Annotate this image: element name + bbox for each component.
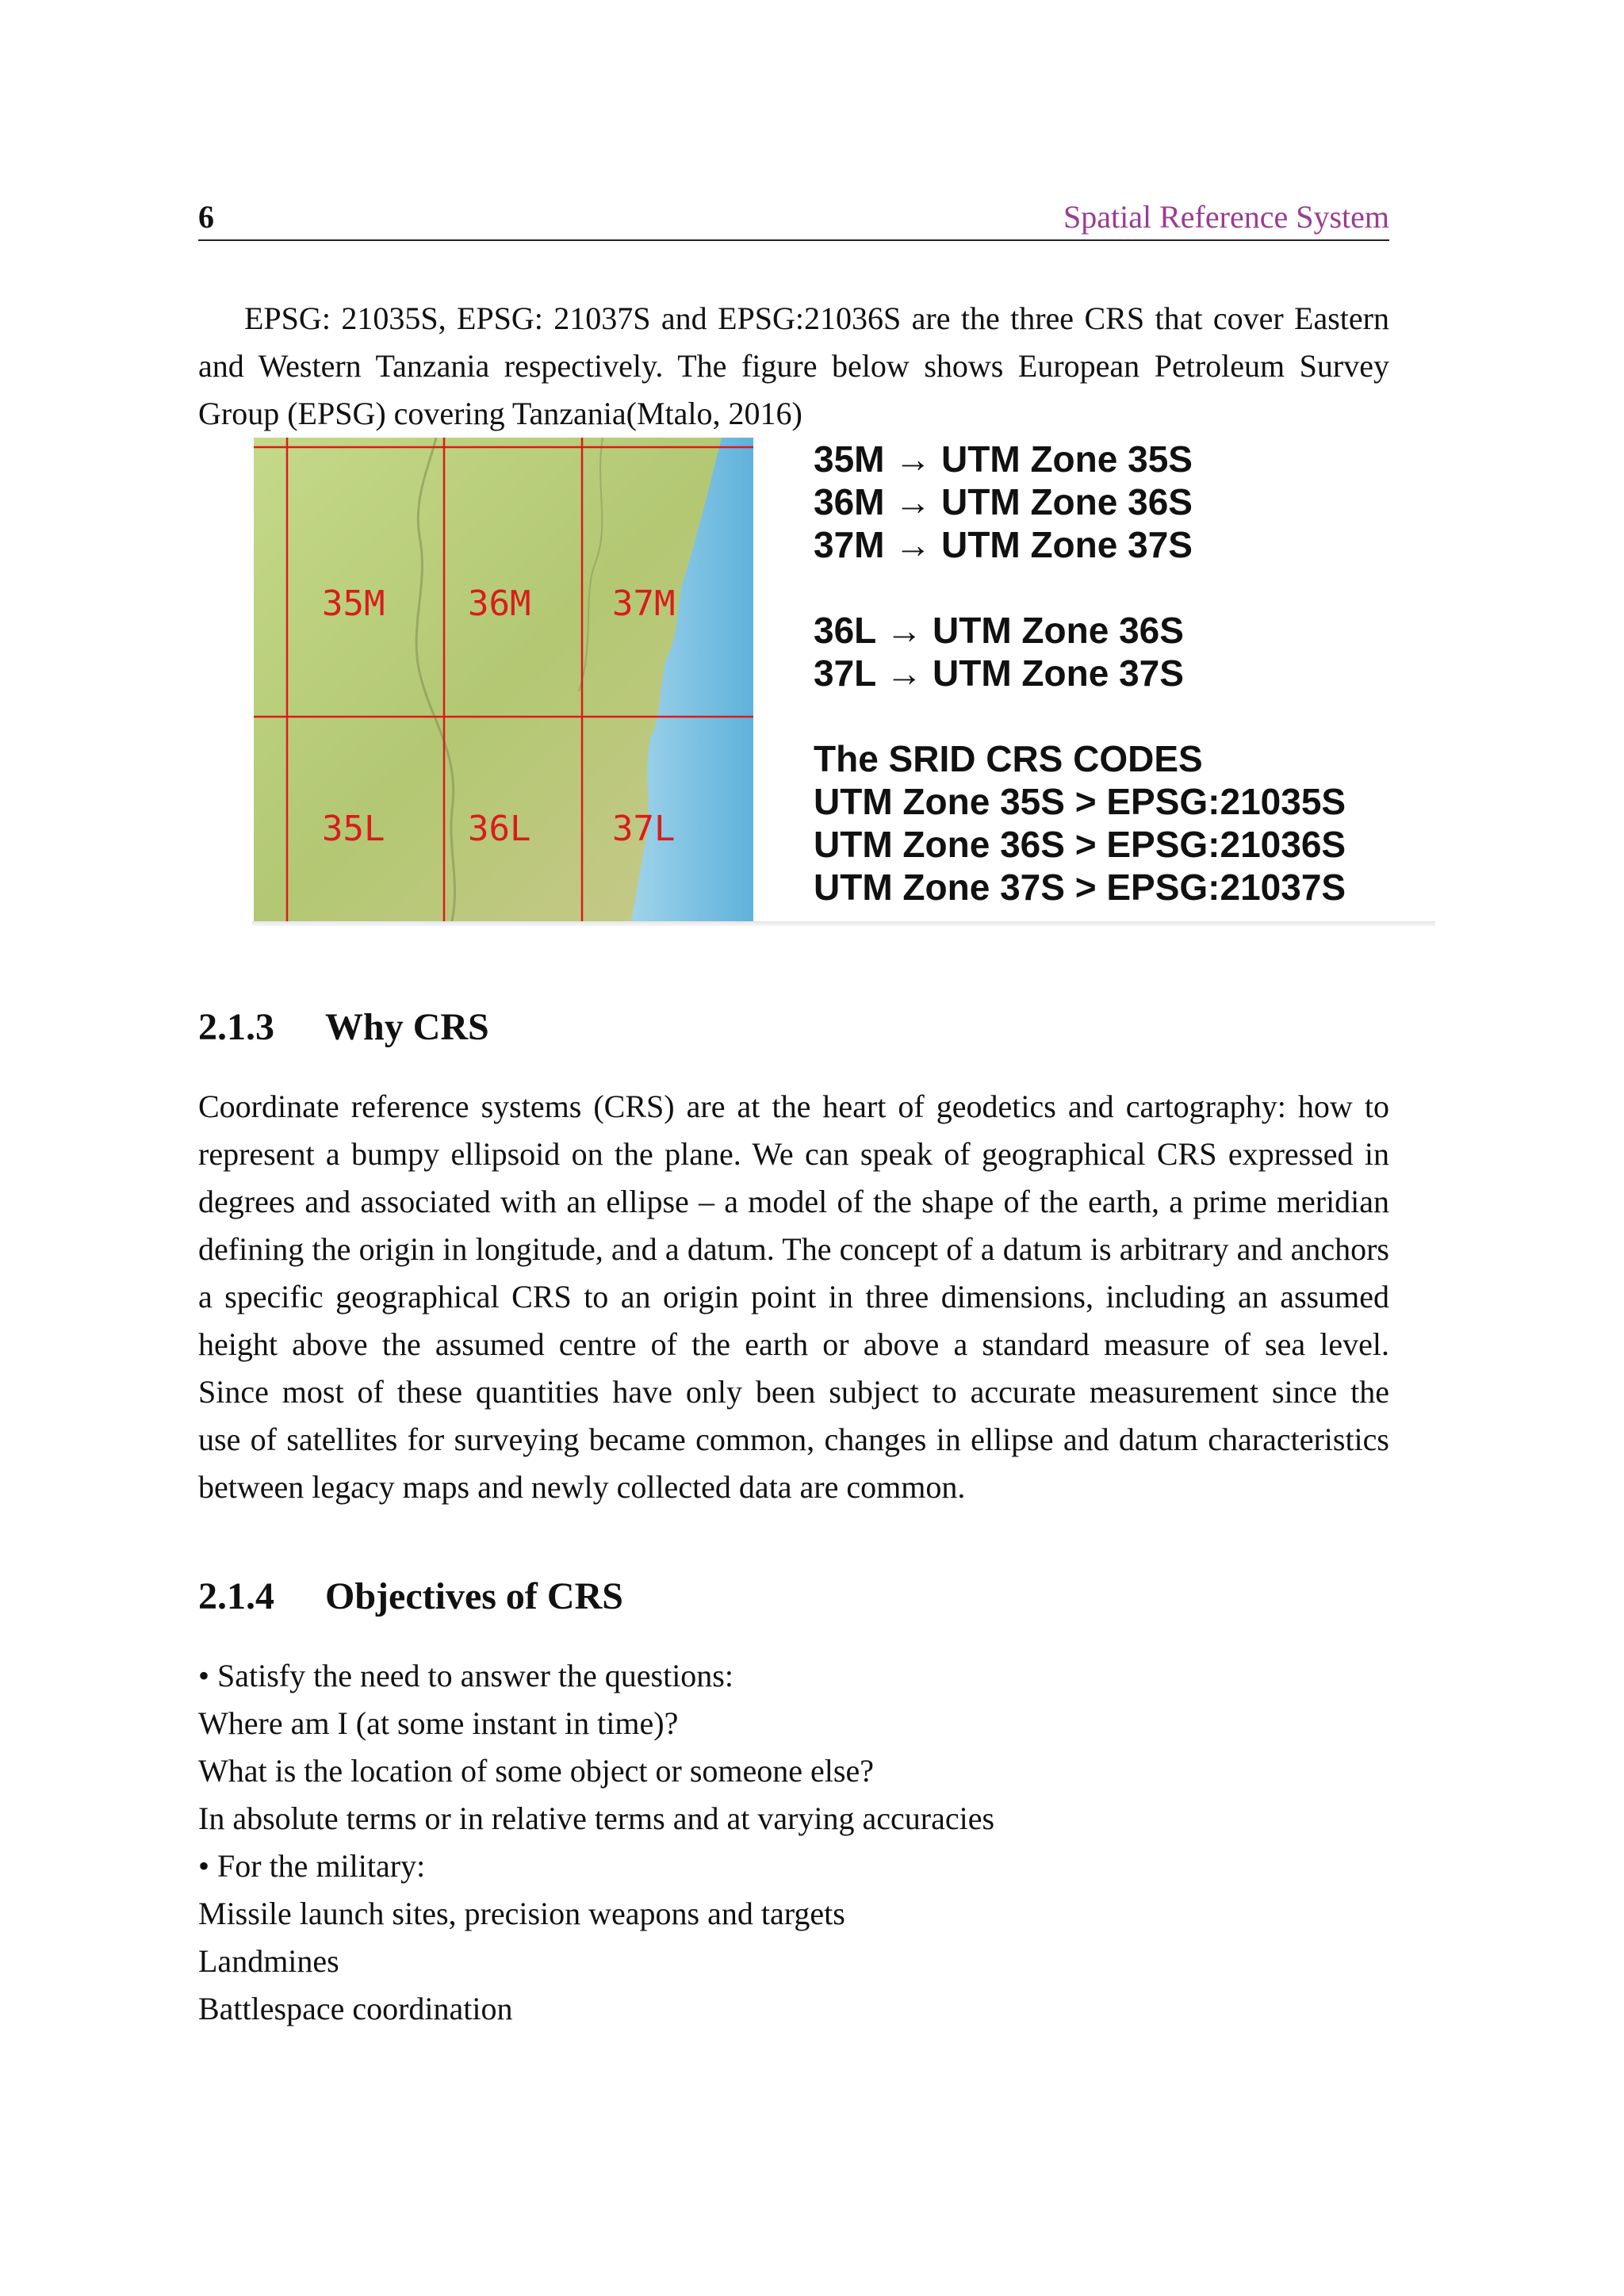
section-number: 2.1.3: [198, 1006, 274, 1048]
section-title: Why CRS: [325, 1006, 489, 1048]
tanzania-utm-map: [254, 438, 753, 921]
legend-heading: The SRID CRS CODES: [814, 738, 1203, 779]
section-title: Objectives of CRS: [325, 1575, 623, 1617]
list-item: • Satisfy the need to answer the questions:: [198, 1658, 733, 1693]
list-item: Missile launch sites, precision weapons and targets: [198, 1896, 845, 1931]
paragraph-line: a specific geographical CRS to an origin point in three dimensions, including an assumed: [198, 1279, 1389, 1314]
legend-line: UTM Zone 37S > EPSG:21037S: [814, 867, 1346, 908]
legend-line: 37M → UTM Zone 37S: [814, 524, 1193, 565]
list-item: Landmines: [198, 1943, 339, 1979]
running-header: [198, 195, 1389, 241]
intro-line: and Western Tanzania respectively. The figure below shows European Petroleum Survey: [198, 348, 1389, 384]
legend-line: UTM Zone 36S > EPSG:21036S: [814, 824, 1346, 865]
legend-line: 36M → UTM Zone 36S: [814, 481, 1193, 522]
paragraph-line: Coordinate reference systems (CRS) are at the heart of geodetics and cartography: how to: [198, 1089, 1389, 1124]
objectives-list: [198, 1652, 994, 2033]
legend-line: 37L → UTM Zone 37S: [814, 652, 1184, 694]
intro-paragraph: [198, 295, 1389, 438]
zone-label-37l: 37L: [612, 809, 676, 849]
paragraph-line: between legacy maps and newly collected data are common.: [198, 1469, 966, 1505]
section-heading-why-crs: [198, 1005, 489, 1049]
zone-label-36l: 36L: [468, 809, 531, 849]
zone-label-36m: 36M: [468, 584, 531, 624]
figure-legend: [814, 438, 1400, 909]
list-item: In absolute terms or in relative terms and at varying accuracies: [198, 1800, 995, 1836]
intro-line: EPSG: 21035S, EPSG: 21037S and EPSG:21036S are the three CRS that cover Eastern: [244, 300, 1389, 336]
figure-baseline: [252, 921, 1435, 926]
list-item: Battlespace coordination: [198, 1991, 513, 2026]
paragraph-line: Since most of these quantities have only been subject to accurate measurement since the: [198, 1374, 1389, 1410]
zone-label-37m: 37M: [612, 584, 676, 624]
section-heading-objectives: [198, 1575, 623, 1618]
utm-zone-figure: [252, 438, 1435, 926]
list-item: • For the military:: [198, 1848, 426, 1884]
zone-label-35m: 35M: [322, 584, 385, 624]
paragraph-line: defining the origin in longitude, and a datum. The concept of a datum is arbitrary and anchors: [198, 1231, 1389, 1267]
page-number: 6: [198, 199, 214, 235]
legend-line: 35M → UTM Zone 35S: [814, 438, 1193, 480]
list-item: What is the location of some object or someone else?: [198, 1753, 874, 1789]
running-title: Spatial Reference System: [1063, 199, 1389, 235]
legend-line: 36L → UTM Zone 36S: [814, 610, 1184, 651]
paragraph-line: use of satellites for surveying became common, changes in ellipse and datum characteristics: [198, 1422, 1389, 1457]
list-item: Where am I (at some instant in time)?: [198, 1705, 679, 1741]
paragraph-line: height above the assumed centre of the earth or above a standard measure of sea level.: [198, 1326, 1389, 1362]
zone-label-35l: 35L: [322, 809, 385, 849]
intro-line: Group (EPSG) covering Tanzania(Mtalo, 2016): [198, 396, 802, 431]
paragraph-line: degrees and associated with an ellipse – a model of the shape of the earth, a prime meridian: [198, 1184, 1389, 1219]
section-number: 2.1.4: [198, 1575, 274, 1617]
legend-line: UTM Zone 35S > EPSG:21035S: [814, 781, 1346, 822]
why-crs-paragraph: [198, 1083, 1389, 1511]
paragraph-line: represent a bumpy ellipsoid on the plane. We can speak of geographical CRS expressed in: [198, 1136, 1389, 1172]
